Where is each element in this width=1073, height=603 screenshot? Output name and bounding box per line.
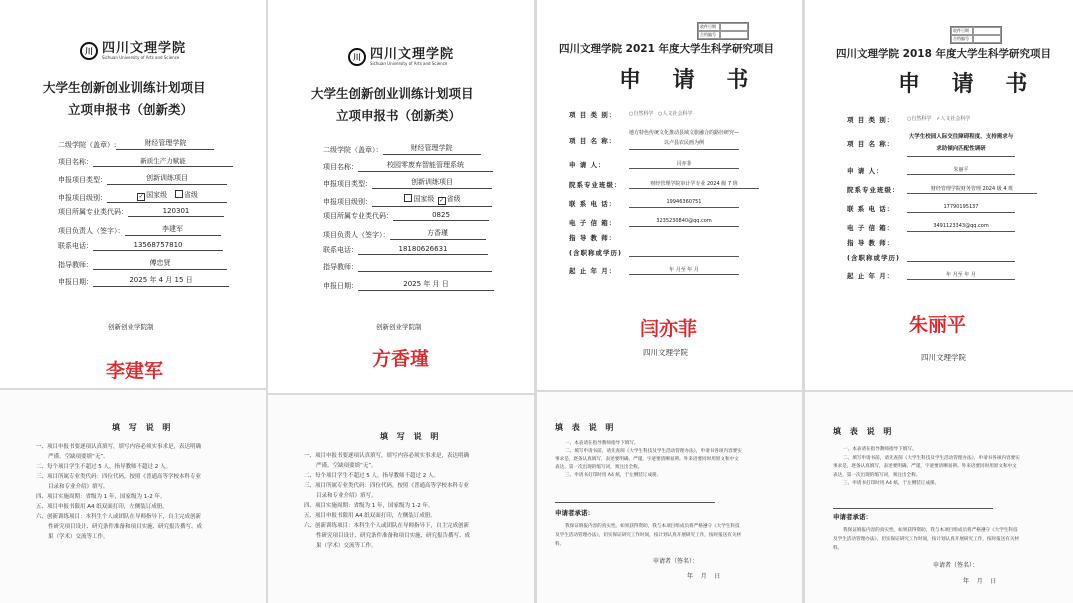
receipt-stamp-box: 收件日期 合档编号 xyxy=(697,22,749,40)
form-row-advisor: 指导教师： 傅忠贤 xyxy=(58,258,227,270)
signature-date: 年 月 日 xyxy=(963,578,997,585)
instructions-heading: 填 写 说 明 xyxy=(380,432,442,441)
application-page-2 xyxy=(268,0,534,393)
form-row-date: 申报日期： 2025 年 4 月 15 日 xyxy=(58,275,229,287)
page-title: 大学生创新创业训练计划项目 xyxy=(311,86,474,101)
instructions-page-3 xyxy=(537,392,802,603)
checked-box-icon: ✓ xyxy=(138,193,144,200)
instructions-page-1 xyxy=(0,390,266,603)
form-row-advisor-title: (含职称或学历) xyxy=(569,248,739,257)
form-row-period: 起 止 年 月： 年 月至 年 月 xyxy=(569,266,739,275)
form-row-project-name: 项 目 名 称： 大学生校园人际交往障碍程度、支持需求与求助倾向匹配性调研 xyxy=(847,131,1015,157)
signature-label: 申请者（签名）： xyxy=(933,562,979,569)
logo-text: 四川文理学院 xyxy=(370,47,455,62)
commitment-title: 申请者承诺： xyxy=(555,509,594,517)
logo-text: 四川文理学院 xyxy=(102,41,187,56)
applicant-name-overlay: 闫亦菲 xyxy=(640,318,698,340)
form-row-date: 申报日期： 2025 年 月 日 xyxy=(323,279,494,291)
receipt-stamp-box: 收件日期 合档编号 xyxy=(950,26,1002,44)
applicant-name-overlay: 朱丽平 xyxy=(909,314,967,336)
school-name: 四川文理学院 xyxy=(921,353,966,362)
page-heading: 申 请 书 xyxy=(619,67,761,93)
divider xyxy=(833,508,993,509)
divider xyxy=(555,502,715,503)
applicant-name-overlay: 方香瑾 xyxy=(372,348,430,370)
page-title: 四川文理学院 2021 年度大学生科学研究项目 xyxy=(559,43,775,55)
commitment-body: 我保证填报内容的真实性。如果获得资助，我与本项目组成员将严格遵守《大学生科技 及学生活动管理办法》，切实保证研究工作时间，按计划认真开展研究工作，按时报送有关材 料。 xyxy=(555,524,742,547)
instructions-heading: 填 表 说 明 xyxy=(555,423,617,432)
form-row-project-name: 项目名称： 校园零废弃智能管理系统 xyxy=(323,160,493,172)
instructions-heading: 填 写 说 明 xyxy=(112,423,174,432)
page-subtitle: 立项申报书（创新类） xyxy=(336,108,462,123)
page-title: 四川文理学院 2018 年度大学生科学研究项目 xyxy=(836,48,1052,60)
form-row-email: 电 子 信 箱： 3491123343@qq.com xyxy=(847,223,1015,232)
form-row-type: 申报项目类型： 创新训练项目 xyxy=(323,177,492,189)
empty-box-icon xyxy=(404,194,412,202)
form-row-phone: 联系电话： 18180626631 xyxy=(323,245,488,255)
form-row-leader: 项目负责人（签字）： 方香瑾 xyxy=(323,228,486,240)
form-row-college: 二级学院（盖章）: 财经管理学院 xyxy=(58,138,214,150)
instructions-body: 一、本表请在指导教师指导下填写。 二、填写申请书前，请先查阅《大学生科技及学生活动管理办法》，申请书各项内容要实 事求是，逐条认真填写，表述要明确、严谨，字迹要清晰易辨。外来语要同时用原文和中文 表达，第一次出现的缩写词，须注出全称。 三、申请书打印时用 A4 纸，于左侧装订成册。 xyxy=(555,441,742,478)
school-logo xyxy=(348,48,454,66)
form-row-applicant: 申 请 人： 朱丽平 xyxy=(847,166,1015,175)
form-row-class: 院系专业班级： 财经管理学院审计学专业 2024 级 7 班 xyxy=(569,180,759,189)
footer-text: 创新创业学院制 xyxy=(376,323,422,331)
commitment-title: 申请者承诺： xyxy=(833,513,872,521)
instructions-body: 一、本表请在指导教师指导下填写。 二、填写申请书前，请先查阅《大学生科技及学生活动管理办法》，申请书各项内容要实 事求是，逐条认真填写，表述要明确、严谨，字迹要清晰易辨。外来语要同时用原文和中文 表达，第一次出现的缩写词，须注出全称。 三、申请书打印时用 A4 纸，于左侧装订成册。 xyxy=(833,447,1020,486)
instructions-page-2 xyxy=(268,395,534,603)
form-row-phone: 联 系 电 话： 19946360751 xyxy=(569,199,739,208)
form-row-applicant: 申 请 人： 闫亦菲 xyxy=(569,160,739,169)
signature-label: 申请者（签名）： xyxy=(653,558,699,565)
application-page-4 xyxy=(805,0,1073,390)
instructions-page-4 xyxy=(805,392,1073,603)
form-row-level: 申报项目级别： 国家级 ✓ 省级 xyxy=(323,194,492,207)
form-row-type: 申报项目类型： 创新训练项目 xyxy=(58,173,227,185)
form-row-email: 电 子 信 箱： 3235230840@qq.com xyxy=(569,218,739,227)
form-row-level: 申报项目级别： ✓ 国家级 省级 xyxy=(58,190,227,203)
logo-english: Sichuan University of Arts and Science xyxy=(102,55,180,60)
form-row-project-name: 项 目 名 称： 地方特色传统文化推动县域文旅融合的路径研究—以卢县农民画为例 xyxy=(569,128,739,150)
form-row-phone: 联 系 电 话： 17790195137 xyxy=(847,204,1015,213)
form-row-advisor: 指 导 教 师： xyxy=(847,239,895,247)
commitment-body: 我保证填报内容的真实性。如果获得资助，我与本项目组成员将严格遵守《大学生科技 及学生活动管理办法》，切实保证研究工作时间，按计划认真开展研究工作，按时报送有关材 料。 xyxy=(833,528,1020,551)
form-row-phone: 联系电话： 13568757810 xyxy=(58,241,223,251)
application-page-3 xyxy=(537,0,802,390)
form-row-code: 项目所属专业类代码： 120301 xyxy=(58,207,224,217)
empty-box-icon xyxy=(175,190,183,198)
form-row-period: 起 止 年 月： 年 月至 年 月 xyxy=(847,271,1015,280)
school-name: 四川文理学院 xyxy=(643,348,688,357)
form-row-category: 项 目 类 别： ○自然科学 ✓人文社会科学 xyxy=(847,116,971,124)
form-row-leader: 项目负责人（签字）： 李建军 xyxy=(58,224,221,236)
footer-text: 创新创业学院制 xyxy=(108,323,154,331)
applicant-name-overlay: 李建军 xyxy=(106,360,164,382)
school-seal-icon: 川 xyxy=(348,48,366,66)
school-seal-icon: 川 xyxy=(80,42,98,60)
instructions-heading: 填 表 说 明 xyxy=(833,427,895,436)
form-row-class: 院系专业班级： 财经管理学院财务管理 2024 级 4 班 xyxy=(847,185,1037,194)
checked-box-icon: ✓ xyxy=(439,197,445,204)
signature-date: 年 月 日 xyxy=(687,573,721,580)
instructions-body: 一、项目申报书要逐项认真填写，填写内容必须实事求是，表达明确 严谨。空缺项要填“无”。 二、每个项目学生不超过 5 人，指导教师不超过 2 人。 三、项目所属专业类代码：四位代码，按照《普通高等学校本科专业 目录和专业介绍》填写。 四、项目实施周期：省级为 1 年，国家级为 1-2 年。 五、项目申报书限用 A4 纸双面打印，左侧装订成册。 六、创新训练项目：本科生个人或团队在导师指导下，自主完成创新 性研究项目设计、研究条件准备和项目实施、研究报告撰写、成 果（学术）交流等工作。 xyxy=(36,444,203,540)
form-row-advisor-title: (含职称或学历) xyxy=(847,253,1015,262)
form-row-advisor: 指导教师： xyxy=(323,262,492,272)
form-row-college: 二级学院（盖章）： 财经管理学院 xyxy=(323,143,481,155)
page-subtitle: 立项申报书（创新类） xyxy=(68,102,194,117)
page-title: 大学生创新创业训练计划项目 xyxy=(43,80,206,95)
form-row-code: 项目所属专业类代码： 0825 xyxy=(323,211,489,221)
school-logo xyxy=(80,42,186,60)
form-row-category: 项 目 类 别： ○自然科学 ○人文社会科学 xyxy=(569,111,693,119)
page-heading: 申 请 书 xyxy=(898,71,1040,97)
logo-english: Sichuan University of Arts and Science xyxy=(370,61,448,66)
form-row-advisor: 指 导 教 师： xyxy=(569,234,617,242)
instructions-body: 一、项目申报书要逐项认真填写，填写内容必须实事求是，表达明确 严谨。空缺项要填“无”。 二、每个项目学生不超过 5 人，指导教师不超过 2 人。 三、项目所属专业类代码：四位代码，按照《普通高等学校本科专业 目录和专业介绍》填写。 四、项目实施周期：省级为 1 年，国家级为 1-2 年。 五、项目申报书限用 A4 纸双面打印，左侧装订成册。 六、创新训练项目：本科生个人或团队在导师指导下，自主完成创新 性研究项目设计、研究条件准备和项目实施、研究报告撰写、成 果（学术）交流等工作。 xyxy=(304,453,471,549)
application-page-1 xyxy=(0,0,266,388)
form-row-project-name: 项目名称： 新质生产力赋能 xyxy=(58,156,233,167)
